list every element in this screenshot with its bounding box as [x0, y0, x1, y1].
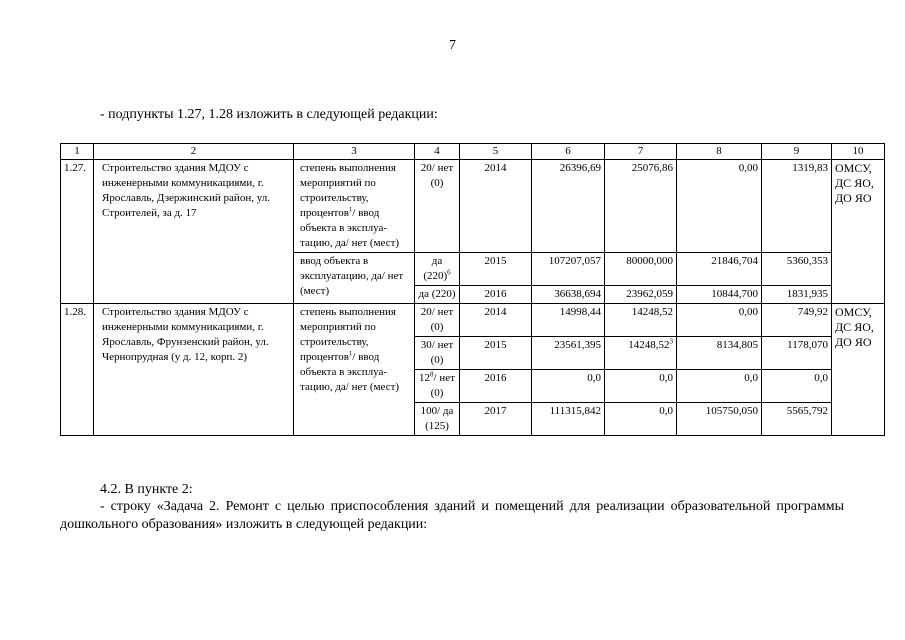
- target-value: 20/ нет (0): [415, 304, 460, 337]
- year-cell: 2015: [460, 337, 532, 370]
- amount-cell: 14248,52: [605, 304, 677, 337]
- header-cell: 10: [832, 144, 885, 160]
- amount-cell: 0,0: [532, 370, 605, 403]
- amount-cell: 0,0: [677, 370, 762, 403]
- amount-cell: 8134,805: [677, 337, 762, 370]
- year-cell: 2015: [460, 253, 532, 286]
- page-number: 7: [449, 38, 456, 53]
- amount-cell: 0,0: [605, 403, 677, 436]
- header-cell: 7: [605, 144, 677, 160]
- amount-cell: 0,0: [605, 370, 677, 403]
- amount-cell: 107207,057: [532, 253, 605, 286]
- item-number: 1.28.: [61, 304, 94, 436]
- item-name: Строительство здания МДОУ с инженерными коммуникациями, г. Ярославль, Дзержинский район, ул. Строителей, за д. 17: [94, 160, 294, 304]
- amount-cell: 1319,83: [762, 160, 832, 253]
- program-table: [60, 143, 885, 436]
- header-cell: 5: [460, 144, 532, 160]
- target-value: 30/ нет (0): [415, 337, 460, 370]
- indicator-cell: степень выполнения мероприятий по строительству, процентов$^1$/ ввод объекта в эксплуа-тацию, да/ нет (мест): [294, 160, 415, 253]
- header-cell: 8: [677, 144, 762, 160]
- amount-cell: 36638,694: [532, 286, 605, 304]
- amount-cell: 14248,52$^3$: [605, 337, 677, 370]
- amount-cell: 26396,69: [532, 160, 605, 253]
- amount-cell: 5360,353: [762, 253, 832, 286]
- amount-cell: 23561,395: [532, 337, 605, 370]
- amount-cell: 80000,000: [605, 253, 677, 286]
- amount-cell: 5565,792: [762, 403, 832, 436]
- intro-paragraph: - подпункты 1.27, 1.28 изложить в следующей редакции:: [100, 107, 438, 122]
- header-cell: 1: [61, 144, 94, 160]
- amount-cell: 111315,842: [532, 403, 605, 436]
- header-cell: 6: [532, 144, 605, 160]
- target-value: да $(220)^6$: [415, 253, 460, 286]
- amount-cell: 1178,070: [762, 337, 832, 370]
- executor-cell: ОМСУ, ДС ЯО, ДО ЯО: [832, 304, 885, 436]
- header-cell: 4: [415, 144, 460, 160]
- header-cell: 2: [94, 144, 294, 160]
- amount-cell: 105750,050: [677, 403, 762, 436]
- indicator-cell: ввод объекта в эксплуатацию, да/ нет (мест): [294, 253, 415, 304]
- year-cell: 2017: [460, 403, 532, 436]
- amount-cell: 0,00: [677, 304, 762, 337]
- year-cell: 2014: [460, 304, 532, 337]
- header-row: [61, 144, 885, 160]
- item-number: 1.27.: [61, 160, 94, 304]
- table-row: [61, 160, 885, 253]
- amount-cell: 749,92: [762, 304, 832, 337]
- indicator-cell: степень выполнения мероприятий по строительству, процентов$^1$/ ввод объекта в эксплуа-тацию, да/ нет (мест): [294, 304, 415, 436]
- item-name: Строительство здания МДОУ с инженерными коммуникациями, г. Ярославль, Фрунзенский район, ул. Чернопрудная (у д. 12, корп. 2): [94, 304, 294, 436]
- header-cell: 3: [294, 144, 415, 160]
- target-value: 20/ нет (0): [415, 160, 460, 253]
- amount-cell: 0,0: [762, 370, 832, 403]
- body-paragraph: - строку «Задача 2. Ремонт с целью приспособления зданий и помещений для реализации образовательной программы дошкольного образования» изложить в следующей редакции:: [60, 499, 844, 532]
- executor-cell: ОМСУ, ДС ЯО, ДО ЯО: [832, 160, 885, 304]
- table-row: [61, 304, 885, 337]
- target-value: 100/ да (125): [415, 403, 460, 436]
- amount-cell: 10844,700: [677, 286, 762, 304]
- amount-cell: 0,00: [677, 160, 762, 253]
- amount-cell: 23962,059: [605, 286, 677, 304]
- section-heading: 4.2. В пункте 2:: [100, 482, 193, 497]
- year-cell: 2014: [460, 160, 532, 253]
- target-value: $12^8/$ нет (0): [415, 370, 460, 403]
- amount-cell: 1831,935: [762, 286, 832, 304]
- year-cell: 2016: [460, 286, 532, 304]
- header-cell: 9: [762, 144, 832, 160]
- amount-cell: 21846,704: [677, 253, 762, 286]
- target-value: да (220): [415, 286, 460, 304]
- amount-cell: 14998,44: [532, 304, 605, 337]
- year-cell: 2016: [460, 370, 532, 403]
- amount-cell: 25076,86: [605, 160, 677, 253]
